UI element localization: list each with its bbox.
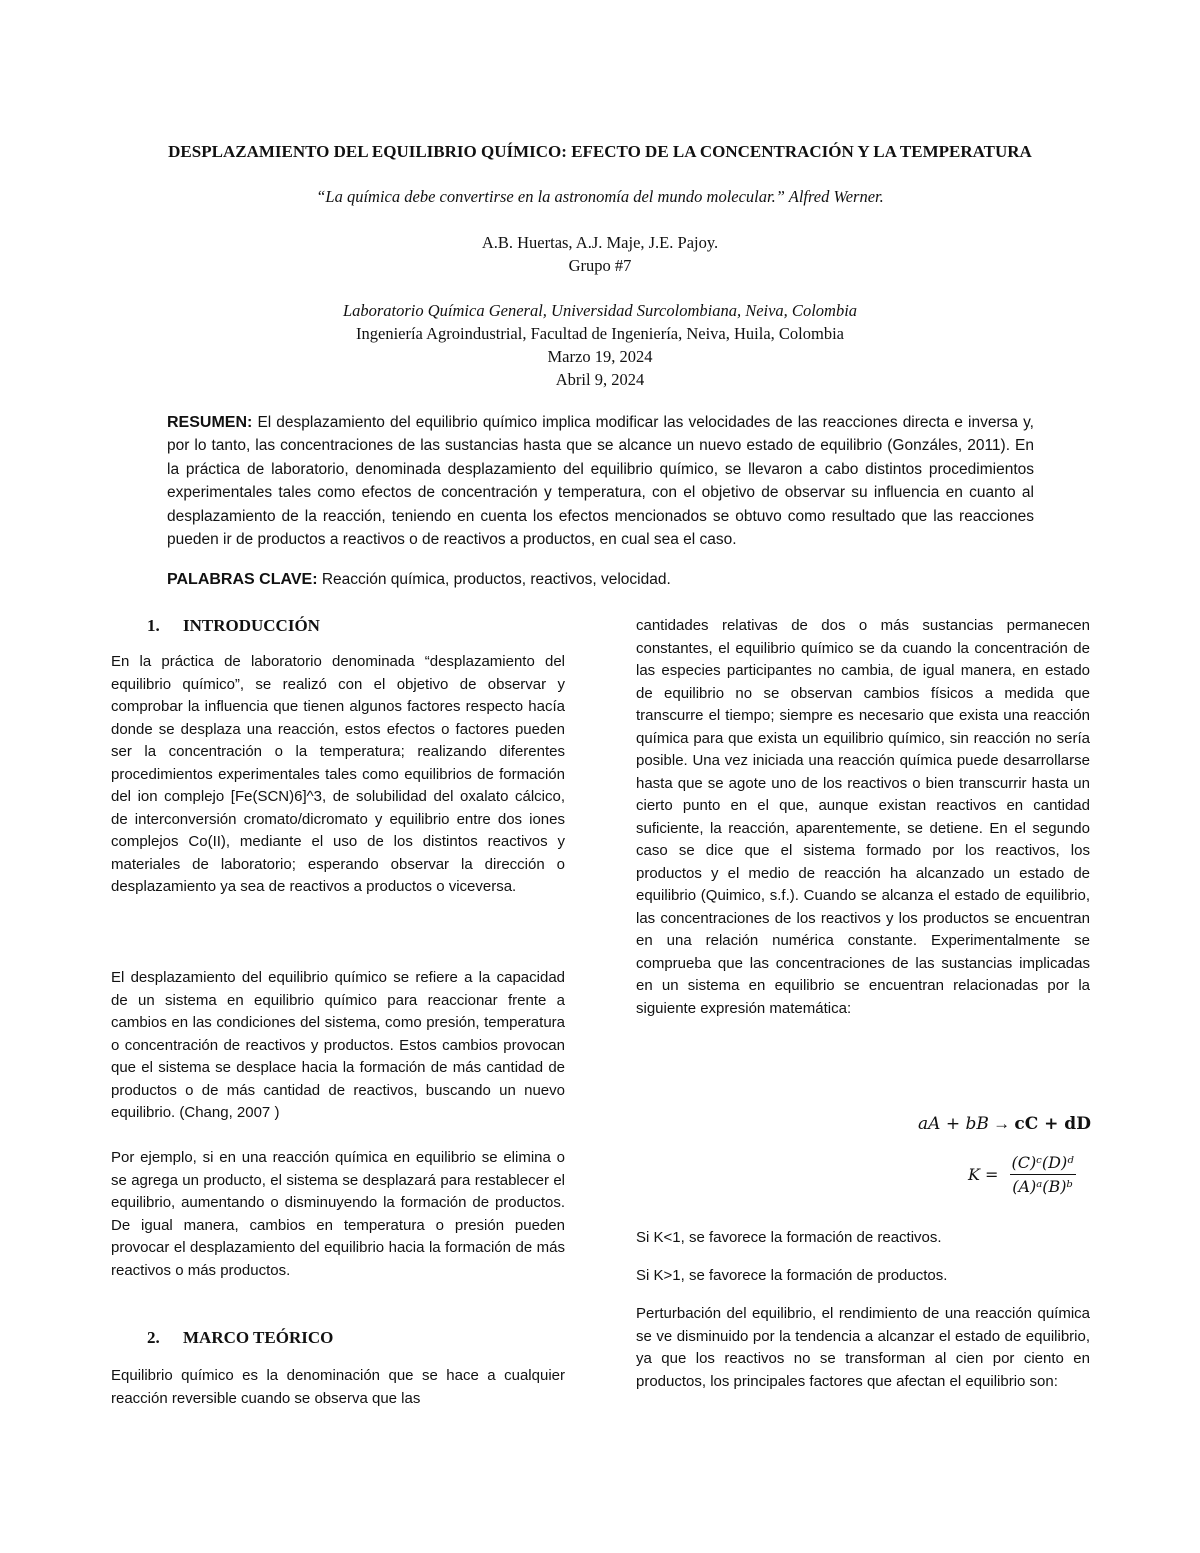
paragraph-text: Perturbación del equilibrio, el rendimiento de una reacción química se ve disminuido por la tendencia a alcanzar el estado de equilibrio, ya que los reactivos no se transforman al cien por ciento en productos, los principales factores que afectan el equilibrio son:: [636, 1305, 1090, 1390]
section-heading-marco-teorico: [147, 1327, 333, 1349]
abstract-label: RESUMEN:: [167, 414, 253, 431]
equation-reactants: aA + bB: [918, 1114, 989, 1134]
equation-k: K =: [968, 1165, 999, 1184]
intro-paragraph-3: [111, 1147, 565, 1282]
paragraph-text: Equilibrio químico es la denominación que se hace a cualquier reacción reversible cuando se observa que las: [111, 1367, 565, 1407]
abstract-text: El desplazamiento del equilibrio químico implica modificar las velocidades de las reacciones directa e inversa y, por lo tanto, las concentraciones de las sustancias hasta que se alcance un nuevo estado de equilibrio (Gonzáles, 2011). En la práctica de laboratorio, denominada desplazamiento del equilibrio químico, se llevaron a cabo distintos procedimientos experimentales tales como efectos de concentración y temperatura, con el objetivo de observar su influencia en cuanto al desplazamiento de la reacción, teniendo en cuenta los efectos mencionados se obtuvo como resultado que las reacciones pueden ir de productos a reactivos o de reactivos a productos, en cual sea el caso.: [167, 414, 1034, 549]
section-title: INTRODUCCIÓN: [183, 616, 320, 635]
k-less-than-one: [636, 1227, 1090, 1250]
paragraph-text: En la práctica de laboratorio denominada “desplazamiento del equilibrio químico”, se realizó con el objetivo de observar y comprobar la influencia que tienen algunos factores respecto hacía donde se desplaza una reacción, estos efectos o factores pueden ser la concentración o la temperatura; realizando diferentes procedimientos experimentales tales como equilibrios de formación del ion complejo [Fe(SCN)6]^3, de solubilidad del oxalato cálcico, de interconversión cromato/dicromato y equilibrio entre dos iones complejos Co(II), mediante el uso de los distintos reactivos y materiales de laboratorio; esperando observar la dirección o desplazamiento ya sea de reactivos a productos o viceversa.: [111, 653, 565, 895]
paragraph-text: Si K<1, se favorece la formación de reactivos.: [636, 1229, 942, 1246]
section-number: 2.: [147, 1328, 160, 1347]
keywords-text: Reacción química, productos, reactivos, velocidad.: [321, 571, 671, 588]
section-number: 1.: [147, 616, 160, 635]
perturbacion-paragraph: [636, 1303, 1090, 1393]
intro-paragraph-2: [111, 967, 565, 1125]
date-submitted: Abril 9, 2024: [555, 370, 645, 389]
k-greater-than-one: [636, 1265, 1090, 1288]
epigraph-quote: “La química debe convertirse en la astronomía del mundo molecular.” Alfred Werner.: [316, 187, 884, 206]
equation-arrow: →: [993, 1114, 1011, 1133]
date-performed: Marzo 19, 2024: [547, 347, 653, 366]
marco-paragraph-1: [111, 1365, 565, 1410]
paragraph-text: El desplazamiento del equilibrio químico se refiere a la capacidad de un sistema en equilibrio químico para reaccionar frente a cambios en las condiciones del sistema, como presión, temperatura o concentración de reactivos y productos. Estos cambios provocan que el sistema se desplace hacia la formación de más cantidad de productos o de más cantidad de reactivos, buscando un nuevo equilibrio. (Chang, 2007 ): [111, 969, 565, 1121]
paragraph-text: cantidades relativas de dos o más sustancias permanecen constantes, el equilibrio químico se da cuando la concentración de las especies participantes no cambia, de igual manera, en estado de equilibrio no se observan cambios físicos a medida que transcurre el tiempo; siempre es necesario que exista una reacción química para que exista un equilibrio químico, sin reacción no sería posible. Una vez iniciada una reacción química puede desarrollarse hasta que se agote uno de los reactivos o bien transcurrir hasta un cierto punto en el que, aunque existan reactivos en cantidad suficiente, la reacción, aparentemente, se detiene. En el segundo caso se dice que el sistema formado por los reactivos, los productos y el medio de reacción ha alcanzado un estado de equilibrio (Quimico, s.f.). Cuando se alcanza el estado de equilibrio, las concentraciones de los reactivos y los productos se encuentran en una relación numérica constante. Experimentalmente se comprueba que las concentraciones de las sustancias implicadas en un sistema en equilibrio se encuentran relacionadas por la siguiente expresión matemática:: [636, 617, 1090, 1017]
keywords: [167, 569, 1034, 591]
paragraph-text: Por ejemplo, si en una reacción química en equilibrio se elimina o se agrega un producto, el sistema se desplazará para restablecer el equilibrio, aumentando o disminuyendo la formación de productos. De igual manera, cambios en temperatura o presión pueden provocar el desplazamiento del equilibrio hacia la formación de más reactivos o más productos.: [111, 1149, 565, 1279]
equation-numerator: (C)ᶜ(D)ᵈ: [1010, 1153, 1076, 1175]
reaction-equation: [918, 1113, 1091, 1135]
equilibrium-constant-equation: [968, 1153, 1076, 1196]
equation-products: cC + dD: [1014, 1114, 1091, 1134]
equation-denominator: (A)ᵃ(B)ᵇ: [1012, 1177, 1073, 1196]
keywords-label: PALABRAS CLAVE:: [167, 571, 318, 588]
paragraph-text: Si K>1, se favorece la formación de productos.: [636, 1267, 948, 1284]
abstract: [167, 411, 1034, 551]
section-title: MARCO TEÓRICO: [183, 1328, 334, 1347]
section-heading-introduccion: [147, 615, 320, 637]
group-label: Grupo #7: [568, 256, 632, 275]
marco-paragraph-2: [636, 615, 1090, 1020]
equation-fraction: [1010, 1153, 1076, 1196]
affiliation-lab: Laboratorio Química General, Universidad Surcolombiana, Neiva, Colombia: [342, 301, 858, 320]
intro-paragraph-1: [111, 651, 565, 899]
authors: A.B. Huertas, A.J. Maje, J.E. Pajoy.: [481, 233, 719, 252]
affiliation-faculty: Ingeniería Agroindustrial, Facultad de Ingeniería, Neiva, Huila, Colombia: [356, 324, 844, 343]
paper-title: DESPLAZAMIENTO DEL EQUILIBRIO QUÍMICO: EFECTO DE LA CONCENTRACIÓN Y LA TEMPERATURA: [168, 142, 1032, 161]
